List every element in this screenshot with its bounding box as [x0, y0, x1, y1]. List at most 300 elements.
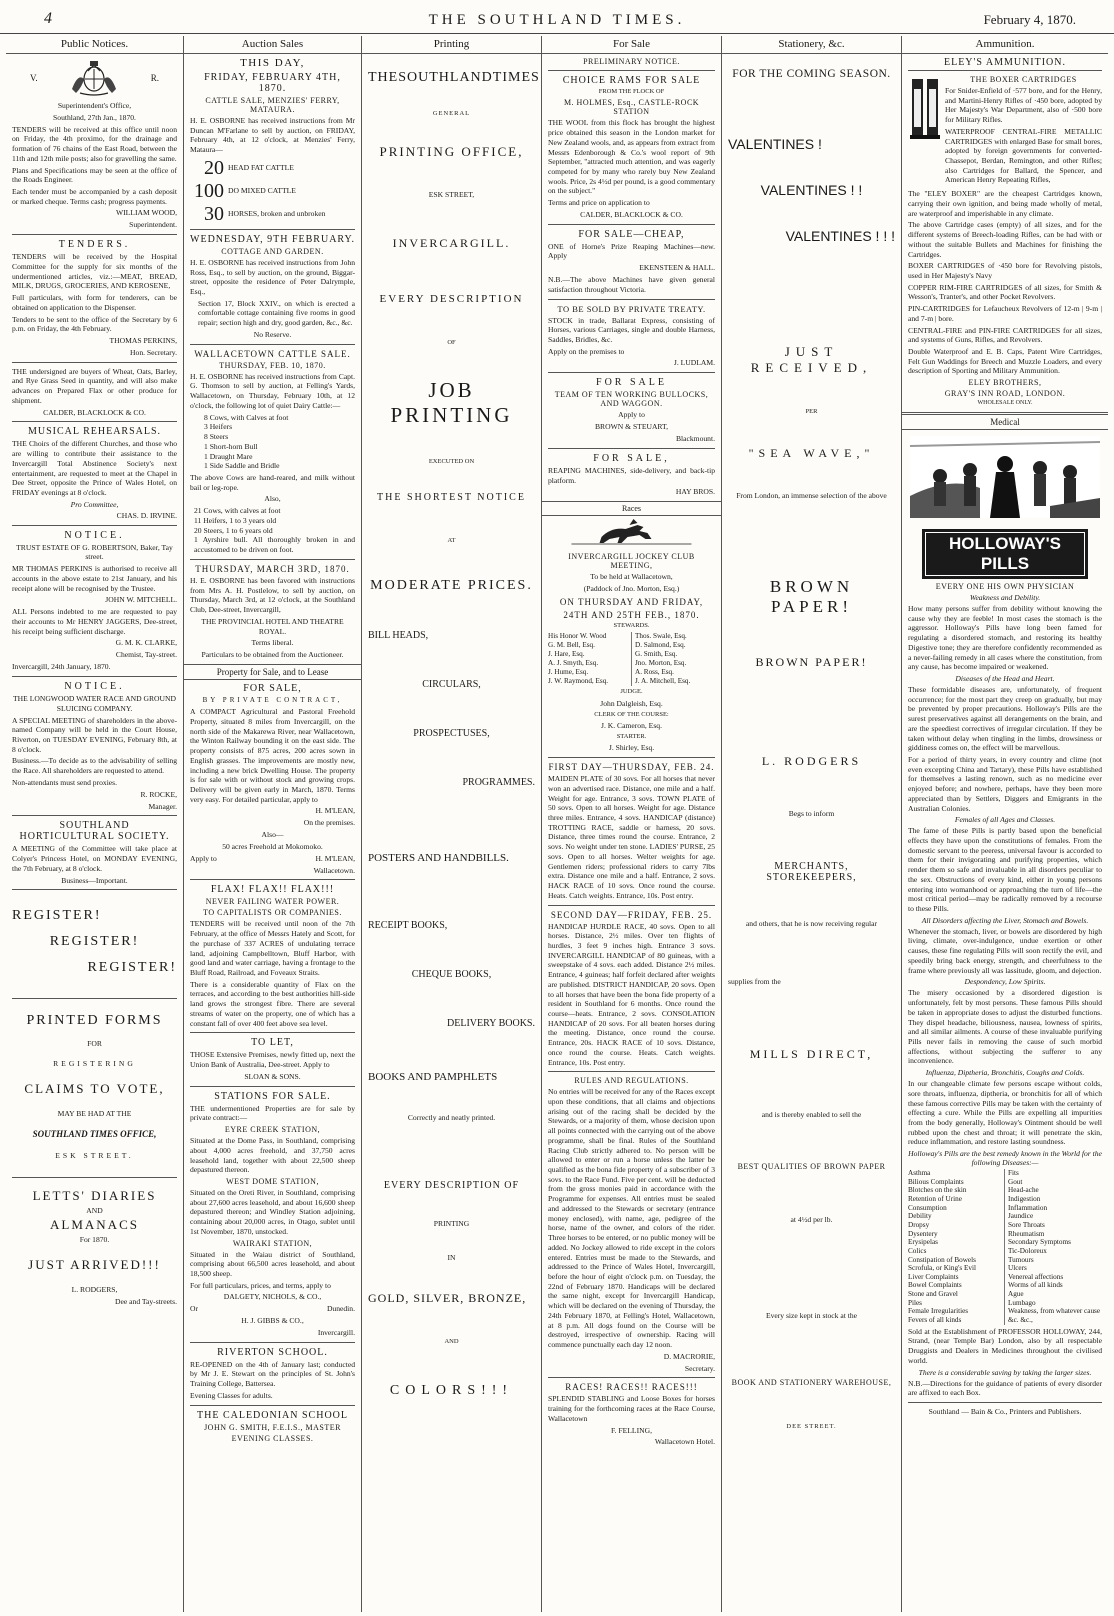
race-dates: 24TH AND 25TH FEB., 1870.	[563, 609, 700, 620]
column-for-sale	[542, 36, 722, 1612]
eley-brothers: ELEY BROTHERS,	[968, 378, 1042, 388]
divider	[190, 229, 355, 230]
mokomoko: 50 acres Freehold at Mokomoko.	[222, 842, 323, 852]
water-power: NEVER FAILING WATER POWER.	[205, 897, 340, 907]
lot-row	[190, 180, 355, 202]
grays-inn: GRAY'S INN ROAD, LONDON.	[944, 389, 1066, 399]
for-label: FOR	[87, 1039, 102, 1049]
divider	[908, 1402, 1102, 1403]
sea-wave: "SEA WAVE,"	[748, 446, 875, 461]
race-days: ON THURSDAY AND FRIDAY,	[559, 596, 704, 607]
newspaper-title: THE SOUTHLAND TIMES.	[428, 12, 686, 28]
letts-and: AND	[86, 1205, 103, 1215]
lot-count: 100	[194, 179, 224, 202]
diseases-list	[908, 1169, 1102, 1325]
second-day-heading: SECOND DAY—FRIDAY, FEB. 25.	[550, 909, 713, 920]
hospital-sent: Tenders to be sent to the office of the Secretary by 6 p.m. on Friday, the 4th February.	[12, 314, 177, 334]
cheque-books: CHEQUE BOOKS,	[411, 968, 492, 980]
column-auction-sales	[184, 36, 362, 1612]
central-text: CENTRAL-FIRE and PIN-FIRE CARTRIDGES for all sizes, and systems of Guns, Rifles, and Revolvers.	[908, 325, 1102, 345]
rodgers-signer: L. RODGERS,	[71, 1285, 118, 1295]
enabled: and is thereby enabled to sell the	[761, 1109, 862, 1119]
forsale-heading-3: FOR SALE,	[593, 452, 670, 464]
jaggers-signer: G. M. K. CLARKE,	[115, 638, 177, 648]
stations-text: THE undermentioned Properties are for sale by private contract:—	[190, 1103, 355, 1123]
cartridge-icon	[908, 75, 942, 141]
stock-signer: J. LUDLAM.	[673, 358, 715, 368]
hospital-tender-text: TENDERS will be received by the Hospital Committee for the supply for six months of the undermentioned articles, viz.:—MEAT, BREAD, MILK, DRUGS, GROCERIES, AND KEROSENE,	[12, 252, 177, 291]
boxer-text: For Snider-Enfield of ·577 bore, and for the Henry, and Martini-Henry Rifles of ·450 bore, adopted by Her Majesty's War Department, also of ·500 bore for Military Rifles.	[945, 86, 1102, 125]
cattle-sale-text: H. E. OSBORNE has received instructions from Mr Duncan M'Farlane to sell by auction, on FRIDAY, February 4th, at 12 o'clock, at Menzies' Ferry, Mataura—	[190, 116, 355, 155]
coming-season: FOR THE COMING SEASON.	[732, 68, 891, 80]
weakness-text: How many persons suffer from debility without knowing the cause why they are feeble! In most cases the stomach is the aggressor. Holloway's Pills have long been famed for regulating a disordered stomach, and restoring its healthy Digestive tone; they are therefore confidently recommended as a never-failing remedy in all cases where the constitution, from any cause, has become impaired or weakened.	[908, 603, 1102, 672]
masthead	[0, 6, 1114, 34]
lot-desc: DO MIXED CATTLE	[228, 185, 296, 195]
stations-full: For full particulars, prices, and terms, apply to	[190, 1280, 331, 1290]
double-text: Double Waterproof and E. B. Caps, Patent Wire Cartridges, Felt Gun Waddings for Breech and Muzzle Loaders, and every description of Sporting and Military Ammunition.	[908, 346, 1102, 376]
terms-liberal: Terms liberal.	[251, 638, 294, 648]
office-name: Superintendent's Office,	[57, 101, 132, 110]
delivery-books: DELIVERY BOOKS.	[447, 1017, 535, 1029]
friday-date: FRIDAY, FEBRUARY 4TH, 1870.	[204, 72, 341, 94]
mlean-signer: H. M'LEAN,	[315, 806, 355, 816]
register-line-2: REGISTER!	[49, 934, 140, 950]
rams-terms: Terms and price on application to	[548, 198, 650, 208]
divider	[548, 1071, 715, 1072]
influenza-heading: Influenza, Diptheria, Bronchitis, Coughs and Colds.	[925, 1068, 1085, 1078]
longwood-signer-title: Manager.	[148, 801, 177, 811]
also-label: Also—	[261, 830, 284, 840]
prospectuses: PROSPECTUSES,	[413, 727, 490, 739]
divider	[190, 1405, 355, 1406]
mlean-where-2: Wallacetown.	[313, 865, 355, 875]
divider	[12, 998, 177, 999]
moderate-prices: MODERATE PRICES.	[370, 577, 533, 593]
roads-signer: WILLIAM WOOD,	[115, 208, 177, 218]
rules-text: No entries will be received for any of the Races except upon these conditions, that all claims and objections arising out of the racing shall be decided by the Stewards, or a majority of them, whose decision upon all points connected with the carrying out of the above programme, shall be final. Rules of the Southland Racing Club strictly adhered to. No person will be allowed to enter or run a horse unless the latter be qualified as the bona fide property of a subscriber of 3 sovs. to the Race Fund. Five per cent. will be deducted from the gross monies paid in accordance with the Programme for expenses. All entries must be sealed and addressed to the Stewards or secretary (entrance money enclosed), with name, age, pedigree of the horse, name of the owner, and colors of the rider. Three horses to be entered, or no public money will be added. No Jockey allowed to ride except in the colors entered. Entries must be made to the Stewards, and addressed to the Prince of Wales Hotel, Invercargill, before the hour of eight o'clock p.m. on Tuesday, the 22nd of February 1870. Handicaps will be declared the same night, except for Invercargill Handicap, which will be declared on the evening of Thursday, the 24th February 1870, at Felling's Hotel, Wallacetown, at 8 p.m. All dogs found on the Course will be destroyed, irrespective of ownership. Racing will commence punctually each day 12 noon.	[548, 1087, 715, 1349]
register-line-3: REGISTER!	[87, 960, 177, 976]
divider	[190, 344, 355, 345]
no-reserve: No Reserve.	[253, 329, 292, 339]
rules-heading: RULES AND REGULATIONS.	[574, 1076, 689, 1086]
correctly-printed: Correctly and neatly printed.	[407, 1112, 496, 1122]
stewards-list	[548, 632, 715, 686]
march-text: H. E. OSBORNE has been favored with instructions from Mrs A. H. Postlelow, to sell by auction, on Thursday, March 3rd, at 12 o'clock, at the Southland Club, Dee-street, Invercargill,	[190, 575, 355, 614]
stock-apply: Apply on the premises to	[548, 346, 625, 356]
flax-text-2: There is a considerable quantity of Flax on the terraces, and according to the best authorities hill-side land grows the strongest fibre. There are several streams of water on the property, one of which has a constant fall of over 400 feet above sea level.	[190, 979, 355, 1028]
felling-where: Wallacetown Hotel.	[654, 1437, 715, 1447]
divider	[190, 879, 355, 880]
longwood-nonattend: Non-attendants must send proxies.	[12, 777, 118, 787]
dee-street: DEE STREET.	[786, 1423, 837, 1431]
or-label: Or	[190, 1304, 199, 1314]
per-label: PER	[805, 408, 818, 415]
executed-on: EXECUTED ON	[428, 457, 475, 465]
waterproof-text: WATERPROOF CENTRAL-FIRE METALLIC CARTRIDGES with enlarged Base for small bores, adopted by foreign governments for converted-Chassepot, Berdan, Remington, and other Rifles; also Cartridges for Ballard, the Spencer, and American Henry Repeating Rifles,	[945, 126, 1102, 185]
and-label: AND	[444, 1338, 459, 1346]
sold-at: Sold at the Establishment of PROFESSOR HOLLOWAY, 244, Strand, (near Temple Bar) London, also by all respectable Druggists and Dealers in Medicines throughout the civilised world.	[908, 1326, 1102, 1365]
of-label: OF	[447, 339, 456, 347]
nb-note: N.B.—Directions for the guidance of patients of every disorder are affixed to each Box.	[908, 1378, 1102, 1398]
flax-heading: FLAX! FLAX!! FLAX!!!	[210, 884, 335, 896]
liver-text: Whenever the stomach, liver, or bowels are disordered by high living, climate, over-indulgence, undue exertion or other causes, these fine regulating Pills will soon rectify the evil, and speedily bring back energy, strength, and cheerfulness to the frame where previously all was lassitude, gloom, and dejection.	[908, 926, 1102, 975]
roads-deposit: Each tender must be accompanied by a cash deposit or marked cheque. Terms cash; progress payments.	[12, 187, 177, 206]
horticultural-heading: SOUTHLAND HORTICULTURAL SOCIETY.	[19, 820, 170, 843]
first-day-races: MAIDEN PLATE of 30 sovs. For all horses that never won an advertised race. Distance, one mile and a half. Weight for age. Entrance, 3 sovs. TOWN PLATE of 50 sovs. Open to all horses. Weight for age. Distance three miles. Entrance, 4 sovs. HANDICAP (distance) TROTTING RACE, saddle or harness, 20 sovs. Distance, three times round the course. Entrance, 2 sovs. No weight under ten stone. LADIES' PURSE, 25 sovs. Open to all horses. Welter weights for age. Gentlemen riders; professional riders to carry 7lbs extra. Distance one mile and a half. Entrance, 2 sovs. HACK RACE of 10 sovs. Once round the course. Heats. Catch weights. Entrance, 10s. Post entry.	[548, 774, 715, 900]
mlean-signer-2: H. M'LEAN,	[315, 853, 355, 863]
brown-paper-2: BROWN PAPER!	[755, 655, 868, 670]
held-at: To be held at Wallacetown,	[590, 572, 673, 582]
column-header: Printing	[362, 36, 541, 54]
divider	[190, 1342, 355, 1343]
to-let-heading: TO LET,	[251, 1037, 294, 1049]
at-label: AT	[447, 537, 456, 545]
eley-boxer-text: The "ELEY BOXER" are the cheapest Cartridges known, carrying their own ignition, and being made wholly of metal, are waterproof and imperishable in any climate.	[908, 189, 1102, 218]
team-signer: BROWN & STEUART,	[594, 422, 669, 432]
gibbs-signer: H. J. GIBBS & CO.,	[241, 1316, 304, 1326]
merchants: MERCHANTS, STOREKEEPERS,	[766, 861, 857, 884]
weakness-heading: Weakness and Debility.	[969, 592, 1041, 602]
boxer-text-block	[945, 73, 1102, 187]
begs-to-inform: Begs to inform	[788, 809, 835, 819]
roads-tender-text: TENDERS will be received at this office until noon on Friday, the 4th proximo, for the drainage and formation of 76 chains of the East Road, between the 11th and 12th mile posts; also for gravelling the same.	[12, 124, 177, 163]
wallacetown-also: Also,	[264, 494, 281, 504]
wholesale-only: WHOLESALE ONLY.	[977, 400, 1033, 407]
circulars: CIRCULARS,	[422, 678, 481, 690]
sloan-signer: SLOAN & SONS.	[244, 1071, 301, 1081]
printed-forms: PRINTED FORMS	[26, 1013, 163, 1029]
evening-classes: Evening Classes for adults.	[190, 1390, 273, 1400]
divider	[548, 372, 715, 373]
general: GENERAL	[432, 110, 471, 117]
apply-label: Apply to	[190, 853, 217, 863]
divider	[12, 421, 177, 422]
column-header: For Sale	[542, 36, 721, 54]
march-heading: THURSDAY, MARCH 3RD, 1870.	[195, 563, 350, 574]
head-heart-heading: Diseases of the Head and Heart.	[955, 673, 1055, 683]
column-header: Ammunition.	[902, 36, 1108, 54]
forsale-heading: FOR SALE,	[243, 683, 302, 695]
just-received: JUST RECEIVED,	[750, 344, 873, 375]
rams-heading: CHOICE RAMS FOR SALE	[562, 75, 701, 86]
cases-text: The above Cartridge cases (empty) of all sizes, and for the different systems of Breech-loading Rifles, can be had with or without the suitable Bullets and Machines for finishing the Cartridges.	[908, 220, 1102, 259]
dalgety-signer: DALGETY, NICHOLS, & CO.,	[223, 1292, 322, 1302]
divider	[548, 299, 715, 300]
stations-heading: STATIONS FOR SALE.	[214, 1090, 331, 1102]
gibbs-where: Invercargill.	[317, 1327, 355, 1337]
starter: J. Shirley, Esq.	[608, 743, 655, 753]
head-heart-text: These formidable diseases are, unfortunately, of frequent occurrence; for the most part they creep on gradually, but may be prevented by proper precautions. Holloway's Pills are the surest preservatives against all derangements on the brain, and are the speediest correctives of irregular circulation. If they be taken without delay when tingling in the limbs, drowsiness or giddiness comes on, the effect will be marvellous.	[908, 684, 1102, 753]
and-others: and others, that he is now receiving regular	[745, 919, 878, 929]
apply-row	[190, 854, 355, 864]
march-hotel: THE PROVINCIAL HOTEL AND THEATRE ROYAL.	[201, 616, 344, 636]
lot-desc: HORSES, broken and unbroken	[228, 208, 326, 218]
receipt-books: RECEIPT BOOKS,	[368, 919, 448, 931]
females-heading: Females of all Ages and Classes.	[954, 815, 1056, 825]
caledonian-heading: THE CALEDONIAN SCHOOL	[197, 1409, 348, 1421]
posters-handbills: POSTERS AND HANDBILLS.	[368, 851, 509, 864]
lot-row	[190, 157, 355, 179]
rodgers-address: Dee and Tay-streets.	[115, 1297, 177, 1307]
riverton-heading: RIVERTON SCHOOL.	[217, 1346, 328, 1358]
healing-scene-icon	[908, 436, 1102, 518]
diseases-right: Fits Gout Head-ache Indigestion Inflammation Jaundice Sore Throats Rheumatism Secondary Symptoms Tic-Doloreux Tumours Ulcers Venereal affections Worms of all kinds Ague Lumbago Weakness, from whatever cause &c. &c.,	[1008, 1169, 1101, 1325]
divider	[12, 525, 177, 526]
musical-heading: MUSICAL REHEARSALS.	[27, 426, 162, 438]
jaggers-signer-title: Chemist, Tay-street.	[115, 650, 177, 660]
column-printing	[362, 36, 542, 1612]
diseases-left: Asthma Bilious Complaints Blotches on the skin Retention of Urine Consumption Debility Dropsy Dysentery Erysipelas Colics Constipation of Bowels Scrofula, or King's Evil Liver Complaints Bowel Complaints Stone and Gravel Piles Female Irregularities Fevers of all kinds	[908, 1169, 1005, 1325]
column-header: Public Notices.	[6, 36, 183, 54]
vr-left: V.	[30, 73, 38, 83]
clerk: J. K. Cameron, Esq.	[601, 721, 662, 730]
influenza-text: In our changeable climate few persons escape without colds, sore throats, influenza, diptheria, or bronchitis for all of which these famous corrective Pills may be taken with the certainty of effecting a cure. While the Pills are expelling all impurities from the body generally, Holloway's Ointment should be well rubbed upon the chest and throat; it will penetrate the skin, reduce inflammation, and restore lasting soundness.	[908, 1079, 1102, 1147]
divider	[12, 815, 177, 816]
from-london: From London, an immense selection of the above	[736, 491, 887, 501]
flax-text: TENDERS will be received until noon of the 7th February, at the office of Messrs Hately and Scott, for the purchase of 337 ACRES of undulating terrace land, adjoining Campbelltown, Bluff Harbor, with good land and water carriage, having a frontage to the Bluff Road, Railroad, and Foveaux Straits.	[190, 919, 355, 978]
vr-right: R.	[150, 73, 159, 83]
first-day-heading: FIRST DAY—THURSDAY, FEB. 24.	[548, 762, 715, 773]
divider	[548, 905, 715, 906]
races-heading: RACES! RACES!! RACES!!!	[565, 1382, 698, 1393]
stabling-text: SPLENDID STABLING and Loose Boxes for horses training for the forthcoming races at the Race Course, Wallacetown	[548, 1394, 715, 1423]
price: at 4½d per lb.	[790, 1214, 833, 1224]
wallacetown-date: THURSDAY, FEB. 10, 1870.	[219, 360, 326, 370]
despondency-text: The misery occasioned by a disordered digestion is unfortunately, felt by most persons. These famous Pills should be taken in appropriate doses to adjust the disturbed functions. They dispel headache, biliousness, nausea, lowness of spirits, and all similar ailments. A course of these invaluable purifying Pills never fails in removing the cause of such morbid affections, without subjecting the sufferer to any inconvenience.	[908, 988, 1102, 1066]
wairaki-heading: WAIRAKI STATION,	[232, 1238, 313, 1248]
every-description-2: EVERY DESCRIPTION OF	[383, 1180, 520, 1192]
lot-desc: HEAD FAT CATTLE	[228, 162, 294, 172]
banner-southland: SOUTHLAND	[398, 70, 493, 85]
for-year: For 1870.	[79, 1235, 110, 1245]
divider	[190, 1086, 355, 1087]
notice-heading: NOTICE.	[64, 529, 125, 541]
longwood-text: A SPECIAL MEETING of shareholders in the above-named Company will be held in the Court House, Riverton, on TUESDAY EVENING, February 8th, at 8 o'clock.	[12, 715, 177, 754]
or-row	[190, 1304, 355, 1314]
to-capitalists: TO CAPITALISTS OR COMPANIES.	[203, 908, 342, 918]
rules-signer-title: Secretary.	[684, 1363, 715, 1373]
cattle-sale-heading: CATTLE SALE, MENZIES' FERRY, MATAURA.	[205, 96, 340, 114]
rams-text: THE WOOL from this flock has brought the highest price obtained this season in the London market for New Zealand wools, and, as appears from extract from Messrs Edenborough & Co.'s wool report of 9th September, "attracted much attention, and was eagerly competed for by many who rarely buy New Zealand wools. Price, 2s 4½d per pound, is a good commentary on the subject."	[548, 118, 715, 196]
claims-to-vote: CLAIMS TO VOTE,	[24, 1081, 165, 1097]
every-description: EVERY DESCRIPTION	[379, 293, 524, 306]
starter-label: STARTER.	[616, 732, 647, 740]
register-line-1: REGISTER!	[12, 908, 102, 924]
best-qualities: BEST QUALITIES OF BROWN PAPER	[737, 1161, 886, 1171]
musical-committee: Pro Committee,	[70, 499, 119, 509]
dalgety-where: Dunedin.	[326, 1304, 355, 1314]
longwood-signer: R. ROCKE,	[140, 789, 177, 799]
horticultural-text: A MEETING of the Committee will take place at Colyer's Princess Hotel, on MONDAY EVENING, the 7th February, at 8 o'clock.	[12, 844, 177, 873]
jaggers-text: ALL Persons indebted to me are requested to pay their accounts to Mr HENRY JAGGERS, Dee-street, his receipt being sufficient discharge.	[12, 607, 177, 636]
column-stationery	[722, 36, 902, 1612]
eyre-heading: EYRE CREEK STATION,	[224, 1125, 321, 1135]
second-day-races: HANDICAP HURDLE RACE, 40 sovs. Open to all horses. Distance, 2½ miles. Over ten flights of hurdles, 3 feet 9 inches high. Entrance 3 sovs. INVERCARGILL HANDICAP of 80 guineas, with a sweepstake of 4 sovs. each added. Distance 2½ miles. Entrance, 4 guineas; half forfeit declared after weights are published. DISTRICT HANDICAP, 20 sovs. Open to all horses that have been the bona fide property of a resident in Southland for 6 months. Once round the course—heats. Entrance, 2 sovs. CONSOLATION HANDICAP of 20 sovs. For all beaten horses during the meeting. Distance, once round the course. Entrance, 20s. HACK RACE of 10 sovs. Distance, once round the course. Heats. Catch weights. Entrance, 10s. Post entry.	[548, 921, 715, 1067]
musical-signer: CHAS. D. IRVINE.	[116, 510, 177, 520]
issue-date: February 4, 1870.	[983, 12, 1076, 27]
wallacetown-cows: The above Cows are hand-reared, and milk without bail or leg-rope.	[190, 472, 355, 492]
cheap-signer: EKENSTEEN & HALL.	[639, 263, 715, 273]
shortest-notice: THE SHORTEST NOTICE	[377, 492, 526, 504]
hospital-particulars: Full particulars, with form for tenderers, can be obtained on application to the Dispenser.	[12, 293, 177, 312]
musical-text: THE Choirs of the different Churches, and those who are willing to contribute their assistance to the Invercargill Total Abstinence Society's next entertainment, are requested to meet at the Chapel in Dee Street, opposite the Prince of Wales Hotel, on FRIDAY evenings at 8 o'clock.	[12, 439, 177, 497]
trust-signer: JOHN W. MITCHELL.	[105, 595, 177, 605]
every-size: Every size kept in stock at the	[765, 1310, 858, 1320]
private-contract: BY PRIVATE CONTRACT,	[202, 696, 343, 705]
rams-signer: CALDER, BLACKLOCK & CO.	[580, 209, 683, 219]
judge: John Dalgleish, Esq.	[600, 698, 663, 708]
team-text: TEAM OF TEN WORKING BULLOCKS, AND WAGGON.	[554, 390, 709, 409]
holmes: M. HOLMES, Esq., CASTLE-ROCK STATION	[563, 98, 700, 117]
physician: EVERY ONE HIS OWN PHYSICIAN	[935, 581, 1075, 591]
lot-count: 30	[204, 202, 224, 225]
clerk-label: CLERK OF THE COURSE:	[594, 710, 669, 718]
job-printing: JOB PRINTING	[390, 377, 513, 427]
supplies-from: supplies from the	[728, 977, 781, 987]
eley-heading: ELEY'S AMMUNITION.	[908, 57, 1102, 71]
registering: REGISTERING	[53, 1059, 136, 1069]
caledonian-master: JOHN G. SMITH, F.E.I.S., MASTER	[204, 1422, 341, 1432]
divider	[12, 1177, 177, 1178]
in-label: IN	[447, 1253, 456, 1263]
cottage-text: H. E. OSBORNE has received instructions from John Ross, Esq., to sell by auction, on the ground, Biggar-street, opposite the residence of Peter Dalrymple, Esq.,	[190, 257, 355, 297]
remedy-heading: Holloway's Pills are the best remedy known in the World for the following Diseases:—	[908, 1149, 1102, 1168]
westdome-heading: WEST DOME STATION,	[226, 1176, 319, 1186]
page-number: 4	[44, 10, 52, 27]
boxer-block	[908, 73, 1102, 187]
cottage-section: Section 17, Block XXIV., on which is erected a comfortable cottage containing five rooms in good repair; section high and dry, good garden, &c., &c.	[198, 298, 355, 328]
riverton-text: RE-OPENED on the 4th of January last; conducted by Mr J. E. Stewart on the principles of St. John's Training College, Battersea.	[190, 1359, 355, 1389]
southland-times-banner	[368, 70, 540, 86]
divider	[12, 362, 177, 363]
divider	[548, 70, 715, 71]
notice2-heading: NOTICE.	[64, 680, 125, 692]
letts-diaries: LETTS' DIARIES	[32, 1187, 157, 1203]
programmes: PROGRAMMES.	[462, 776, 535, 788]
cottage-heading: COTTAGE AND GARDEN.	[221, 246, 324, 256]
jaggers-date: Invercargill, 24th January, 1870.	[12, 662, 111, 672]
office-date: Southland, 27th Jan., 1870.	[53, 112, 136, 122]
page-columns	[6, 36, 1108, 1612]
roads-plans: Plans and Specifications may be seen at the office of the Roads Engineer.	[12, 165, 177, 185]
cheap-heading: FOR SALE—CHEAP,	[578, 228, 685, 240]
reaping-text: REAPING MACHINES, side-delivery, and back-tip platform.	[548, 465, 715, 485]
office-name-ad: SOUTHLAND TIMES OFFICE,	[32, 1128, 157, 1139]
divider	[190, 1032, 355, 1033]
medical-section-header: Medical	[902, 412, 1108, 430]
boxer-heading: THE BOXER CARTRIDGES	[970, 75, 1077, 84]
wairaki-text: Situated in the Waiau district of Southland, comprising about 66,500 acres leasehold, and about 18,500 sheep.	[190, 1249, 355, 1278]
trust-text: MR THOMAS PERKINS is authorised to receive all accounts in the above estate to 21st January, and his receipt alone will be recognised by the Trustee.	[12, 564, 177, 593]
preliminary-notice: PRELIMINARY NOTICE.	[583, 57, 680, 66]
forsale-text: A COMPACT Agricultural and Pastoral Freehold Property, situated 8 miles from Invercargill, on the north side of the Makarewa River, near Wallacetown, the Winton Railway bounding it on the east side. The property consists of 875 acres, 200 acres sown in English grasses. The improvements are mostly new, including a new brick Dwelling House. The property is for sale with or without stock and growing crops. Delivery will be given early in March, 1870. Terms very easy. For detailed particular, apply to	[190, 707, 355, 804]
valentines-1: VALENTINES !	[728, 136, 822, 152]
had-at: MAY BE HAD AT THE	[57, 1109, 132, 1119]
liver-heading: All Disorders affecting the Liver, Stomach and Bowels.	[921, 915, 1089, 925]
banner-the: THE	[368, 70, 399, 85]
paddock: (Paddock of Jno. Morton, Esq.)	[583, 583, 680, 593]
valentines-2: VALENTINES ! !	[760, 182, 863, 198]
pin-text: PIN-CARTRIDGES for Lefaucheux Revolvers of 12-m | 9-m | and 7-m | bore.	[908, 304, 1102, 323]
brown-paper-1: BROWN PAPER!	[769, 577, 854, 617]
cheap-nb: N.B.—The above Machines have given general satisfaction throughout Victoria.	[548, 275, 715, 294]
stewards-right: Thos. Swale, Esq. D. Salmond, Esq. G. Smith, Esq. Jno. Morton, Esq. A. Ross, Esq. J. A. Mitchell, Esq.	[635, 632, 691, 686]
wallacetown-text: H. E. OSBORNE has received instructions from Capt. G. Thomson to sell by auction, at Felling's Yards, Wallacetown, on Thursday, February 10th, at 12 o'clock, the following lot of quiet Dairy Cattle:—	[190, 371, 355, 410]
this-day: THIS DAY,	[240, 57, 305, 69]
bill-heads: BILL HEADS,	[368, 629, 429, 641]
lot-count: 20	[204, 156, 224, 179]
wheat-text: THE undersigned are buyers of Wheat, Oats, Barley, and Rye Grass Seed in quantity, and will also make advances on Prepared Flax or other produce for shipment.	[12, 366, 177, 405]
divider	[548, 757, 715, 758]
eyre-text: Situated at the Dome Pass, in Southland, comprising about 4,000 acres freehold, and 37,750 acres leasehold land, together with about 22,500 sheep depastured thereon.	[190, 1136, 355, 1175]
saving-note: There is a considerable saving by taking the larger sizes.	[918, 1367, 1092, 1377]
stock-text: STOCK in trade, Ballarat Express, consisting of Horses, various Carriages, single and double Harness, Saddles, Bridles, &c.	[548, 315, 715, 344]
column-public-notices	[6, 36, 184, 1612]
tenders-heading: TENDERS.	[58, 239, 131, 251]
mlean-where: On the premises.	[303, 818, 355, 828]
just-arrived: JUST ARRIVED!!!	[28, 1257, 161, 1273]
hospital-signer-title: Hon. Secretary.	[130, 347, 177, 357]
printing-office: PRINTING OFFICE,	[379, 144, 524, 160]
caledonian-evening: EVENING CLASSES.	[231, 1433, 314, 1443]
forsale-heading-2: FOR SALE	[596, 377, 667, 389]
horticultural-business: Business—Important.	[61, 875, 128, 885]
roads-signer-title: Superintendent.	[129, 220, 177, 230]
thirty-years-text: For a period of thirty years, in every country and clime (not even excepting China and Tartary), these Pills have established for themselves a lasting renown, such as no medicine ever enjoyed before; and nowhere, perhaps, have they been more appreciated than by Settlers, Diggers and Emigrants in the Australian Colonies.	[908, 754, 1102, 813]
despondency-heading: Despondency, Low Spirits.	[964, 977, 1046, 987]
rodgers-heading: L. RODGERS	[761, 754, 862, 769]
divider	[190, 559, 355, 560]
females-text: The fame of these Pills is partly based upon the beneficial effects they have upon the constitutions of females. From the domestic servant to the peeress, universal favour is accorded to them for their invigorating and purifying properties, which render them so safe and invaluable in all disorders peculiar to the sex. Obstructions of every kind, either in young persons entering into womanhood or approaching the turn of life—the most critical period—may be radically removed by a recourse to these Pills.	[908, 826, 1102, 914]
royal-crest	[12, 57, 177, 99]
team-where: Blackmount.	[675, 433, 715, 443]
stewards-left: His Honor W. Wood G. M. Bell, Esq. J. Hare, Esq. A. J. Smyth, Esq. J. Hume, Esq. J. W. Raymond, Esq.	[548, 632, 632, 686]
rules-signer: D. MACRORIE,	[663, 1351, 715, 1361]
divider	[12, 889, 177, 890]
royal-arms-icon	[66, 59, 122, 97]
esk-street: ESK STREET.	[55, 1150, 134, 1160]
racehorse-icon	[548, 519, 715, 545]
judge-label: JUDGE.	[620, 688, 643, 696]
felling-signer: F. FELLING,	[611, 1425, 652, 1435]
lot-row	[190, 203, 355, 225]
wheat-signer: CALDER, BLACKLOCK & CO.	[43, 407, 146, 417]
colors: COLORS!!!	[389, 1382, 514, 1398]
longwood-business: Business.—To decide as to the advisability of selling the Race. All shareholders are requested to attend.	[12, 756, 177, 776]
column-header: Auction Sales	[184, 36, 361, 54]
printing-label: PRINTING	[433, 1219, 470, 1229]
races-section-header: Races	[542, 501, 721, 516]
trust-heading: TRUST ESTATE OF G. ROBERTSON, Baker, Tay street.	[16, 542, 173, 562]
holloways-pills-banner: HOLLOWAY'S PILLS	[922, 529, 1088, 579]
divider	[12, 676, 177, 677]
column-header: Stationery, &c.	[722, 36, 901, 54]
hospital-signer: THOMAS PERKINS,	[109, 335, 177, 345]
gold-silver-bronze: GOLD, SILVER, BRONZE,	[368, 1291, 527, 1306]
jockey-heading: INVERCARGILL JOCKEY CLUB MEETING,	[568, 552, 695, 571]
cheap-text: ONE of Horne's Prize Reaping Machines—new. Apply	[548, 241, 715, 261]
wallacetown-items-2: 21 Cows, with calves at foot 11 Heifers, 1 to 3 years old 20 Steers, 1 to 6 years old 1 Ayrshire bull. All thoroughly broken in and accustomed to be driven on foot.	[194, 506, 355, 555]
valentines-3: VALENTINES ! ! !	[785, 228, 895, 244]
boxer-450-text: BOXER CARTRIDGES of ·450 bore for Revolving pistols, used in Her Majesty's Navy	[908, 261, 1102, 280]
particulars: Particulars to be obtained from the Auctioneer.	[201, 650, 344, 660]
almanacs: ALMANACS	[50, 1217, 139, 1233]
divider	[12, 234, 177, 235]
reaping-signer: HAY BROS.	[675, 487, 715, 497]
property-section-header: Property for Sale, and to Lease	[184, 664, 361, 680]
westdome-text: Situated on the Oreti River, in Southland, comprising about 27,600 acres leasehold, and about 16,600 sheep depastured thereon; and Windley Station adjoining, containing about 20,000 acres, in Otago, sublet until 1st November, 1870, unstocked.	[190, 1187, 355, 1236]
divider	[548, 1377, 715, 1378]
